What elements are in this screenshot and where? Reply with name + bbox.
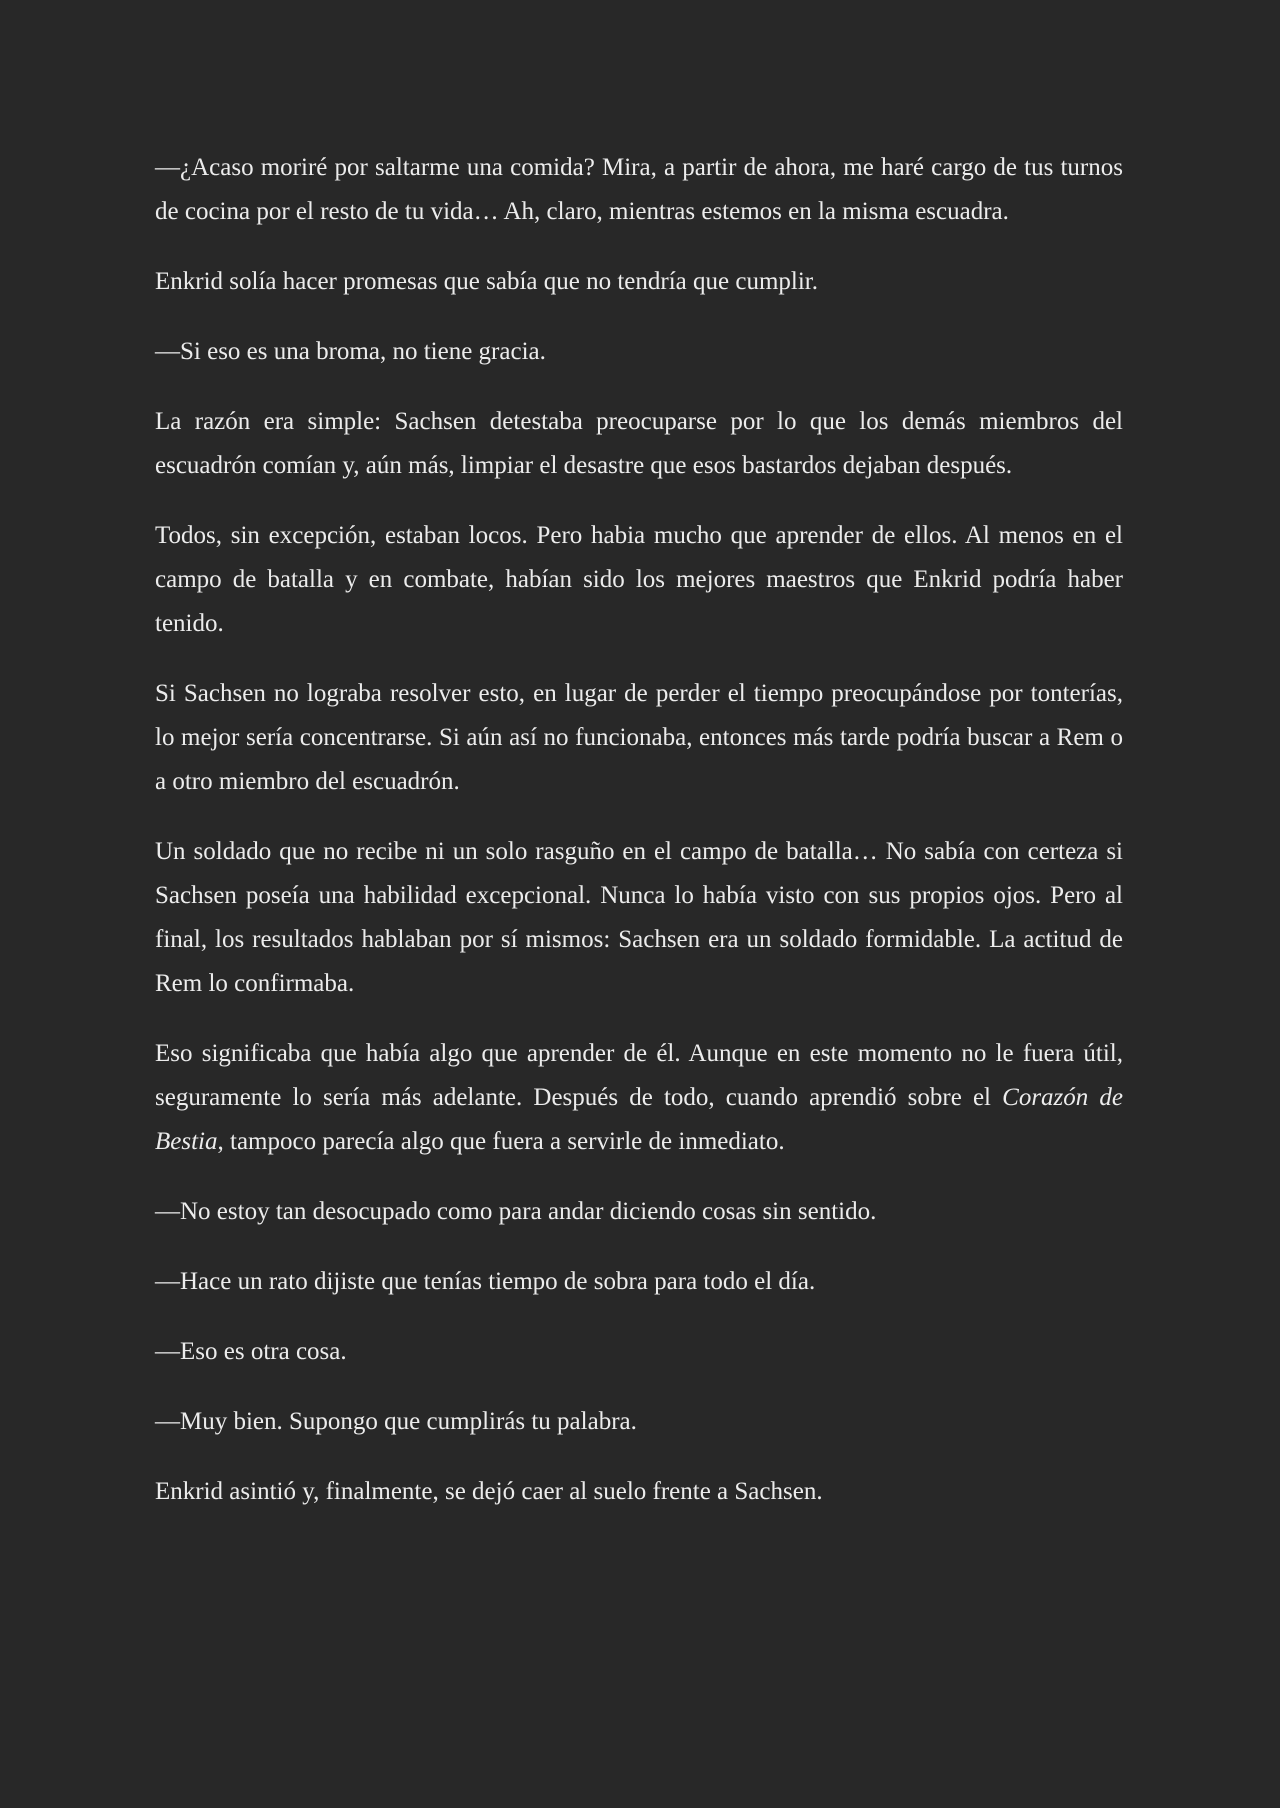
reading-page [155, 146, 1123, 1540]
paragraph-text: Eso significaba que había algo que aprender de él. Aunque en este momento no le fuera útil, seguramente lo sería más adelante. Después de todo, cuando aprendió sobre el [155, 1040, 1123, 1111]
paragraph-narration: Enkrid solía hacer promesas que sabía que no tendría que cumplir. [155, 268, 818, 295]
italic-term: Corazón de Bestia [155, 1084, 1123, 1155]
paragraph-narration: Si Sachsen no lograba resolver esto, en lugar de perder el tiempo preocupándose por tonterías, lo mejor sería concentrarse. Si aún así no funcionaba, entonces más tarde podría buscar a Rem o a otro miembro del escuadrón. [155, 680, 1123, 795]
paragraph-dialogue: —Hace un rato dijiste que tenías tiempo de sobra para todo el día. [155, 1268, 816, 1295]
paragraph-dialogue: —Eso es otra cosa. [155, 1338, 347, 1365]
paragraph-narration: La razón era simple: Sachsen detestaba preocuparse por lo que los demás miembros del escuadrón comían y, aún más, limpiar el desastre que esos bastardos dejaban después. [155, 408, 1123, 479]
paragraph-dialogue: —Muy bien. Supongo que cumplirás tu palabra. [155, 1408, 637, 1435]
paragraph-narration: Todos, sin excepción, estaban locos. Pero habia mucho que aprender de ellos. Al menos en el campo de batalla y en combate, habían sido los mejores maestros que Enkrid podría haber tenido. [155, 522, 1123, 637]
paragraph-narration: Un soldado que no recibe ni un solo rasguño en el campo de batalla… No sabía con certeza si Sachsen poseía una habilidad excepcional. Nunca lo había visto con sus propios ojos. Pero al final, los resultados hablaban por sí mismos: Sachsen era un soldado formidable. La actitud de Rem lo confirmaba. [155, 838, 1123, 997]
paragraph-dialogue: —No estoy tan desocupado como para andar diciendo cosas sin sentido. [155, 1198, 877, 1225]
paragraph-narration [155, 1032, 1123, 1164]
paragraph-narration: Enkrid asintió y, finalmente, se dejó caer al suelo frente a Sachsen. [155, 1478, 823, 1505]
paragraph-dialogue: —¿Acaso moriré por saltarme una comida? Mira, a partir de ahora, me haré cargo de tus turnos de cocina por el resto de tu vida… Ah, claro, mientras estemos en la misma escuadra. [155, 154, 1123, 225]
paragraph-dialogue: —Si eso es una broma, no tiene gracia. [155, 338, 546, 365]
paragraph-text: , tampoco parecía algo que fuera a servirle de inmediato. [217, 1128, 785, 1155]
